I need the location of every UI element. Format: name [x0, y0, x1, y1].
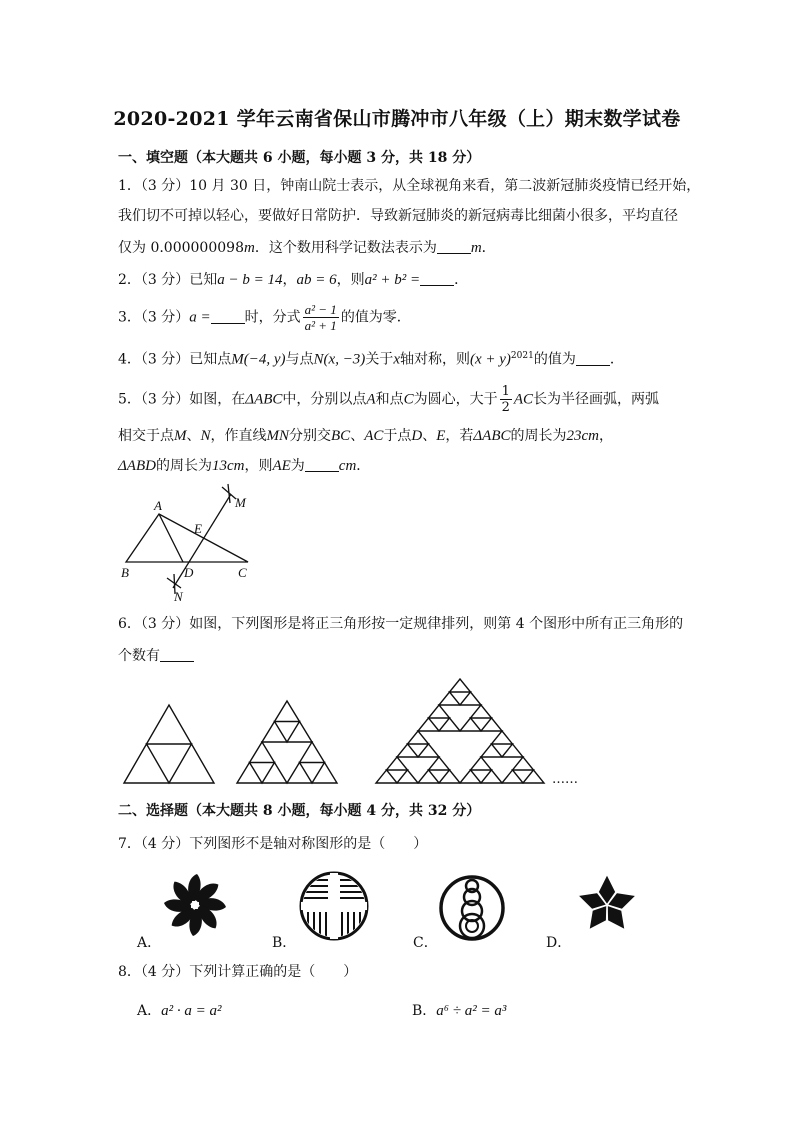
- option-a-label[interactable]: A．: [137, 935, 162, 951]
- pattern-figure-3: [376, 679, 544, 783]
- q5-line1: 5．（3 分）如图，在ΔABC中，分别以点A和点C为圆心，大于 $\frac{1}{2}$ AC长为半径画弧，两弧: [118, 384, 660, 415]
- answer-blank[interactable]: [437, 239, 471, 254]
- label-b: B: [121, 565, 129, 580]
- q4-line: 4．（3 分）已知点M(−4, y)与点N(x, −3)关于x轴对称，则$(x + y)^{2021}$的值为 ．: [118, 351, 624, 368]
- q1-line2: 我们切不可掉以轻心，要做好日常防护．导致新冠肺炎的新冠病毒比细菌小很多，平均直径: [118, 208, 678, 224]
- option-c-stacked-circles-figure: [438, 872, 506, 944]
- q6-line2: 个数有: [118, 646, 194, 666]
- page-title: 2020-2021 学年云南省保山市腾冲市八年级（上）期末数学试卷: [113, 108, 681, 130]
- option-b-label[interactable]: B．: [272, 935, 297, 951]
- fraction: $\frac{\text{a² − 1}}{\text{a² + 1}}$: [304, 302, 337, 333]
- label-m: M: [235, 495, 246, 510]
- q7-line: 7．（4 分）下列图形不是轴对称图形的是（ ）: [118, 836, 428, 852]
- line-mn: [173, 494, 231, 588]
- q1-line3: 仅为 0.000000098m．这个数用科学记数法表示为 m．: [118, 240, 496, 256]
- answer-blank[interactable]: [305, 457, 339, 472]
- label-d: D: [184, 565, 194, 580]
- answer-blank[interactable]: [160, 647, 194, 662]
- option-b-circle-cross-figure: [298, 870, 370, 942]
- label-a: A: [154, 498, 162, 513]
- q8-option-b[interactable]: B．a⁶ ÷ a² = a³: [412, 1003, 507, 1019]
- pattern-figure-2: [237, 701, 337, 783]
- q5-triangle-figure: [110, 480, 270, 605]
- q5-line3: ΔABD的周长为13cm，则AE为 cm．: [118, 458, 371, 474]
- option-d-label[interactable]: D．: [546, 935, 572, 951]
- option-a-pinwheel-figure: [160, 870, 230, 940]
- answer-blank[interactable]: [576, 351, 610, 366]
- fraction-half: $\frac{1}{2}$: [501, 384, 510, 415]
- triangle-abc: [126, 514, 248, 562]
- answer-blank[interactable]: [420, 271, 454, 286]
- q8-line: 8．（4 分）下列计算正确的是（ ）: [118, 964, 358, 980]
- pattern-ellipsis: ……: [552, 772, 578, 787]
- q8-option-a[interactable]: A．a² · a = a²: [137, 1003, 222, 1019]
- answer-blank[interactable]: [211, 309, 245, 324]
- q5-line2: 相交于点M、N，作直线MN分别交BC、AC于点D、E，若ΔABC的周长为23cm，: [118, 428, 614, 444]
- label-e: E: [194, 521, 202, 536]
- option-c-label[interactable]: C．: [413, 935, 438, 951]
- section-2-heading: 二、选择题（本大题共 8 小题，每小题 4 分，共 32 分）: [118, 803, 481, 819]
- q3-line: 3．（3 分）a = 时，分式 $\frac{\text{a² − 1}}{\text{a² + 1}}$ 的值为零．: [118, 302, 411, 333]
- q2-line: 2．（3 分）已知a − b = 14，ab = 6，则a² + b² = ．: [118, 272, 469, 288]
- pattern-figure-1: [124, 705, 214, 783]
- q1-line1: 1．（3 分）10 月 30 日，钟南山院士表示，从全球视角来看，第二波新冠肺炎疫情已经开始，: [118, 178, 701, 194]
- option-d-star-figure: [574, 872, 640, 938]
- q6-triangle-pattern: [120, 675, 600, 787]
- label-n: N: [174, 589, 183, 604]
- label-c: C: [238, 565, 247, 580]
- q6-line1: 6．（3 分）如图，下列图形是将正三角形按一定规律排列，则第 4 个图形中所有正三角形的: [118, 616, 684, 632]
- section-1-heading: 一、填空题（本大题共 6 小题，每小题 3 分，共 18 分）: [118, 150, 481, 166]
